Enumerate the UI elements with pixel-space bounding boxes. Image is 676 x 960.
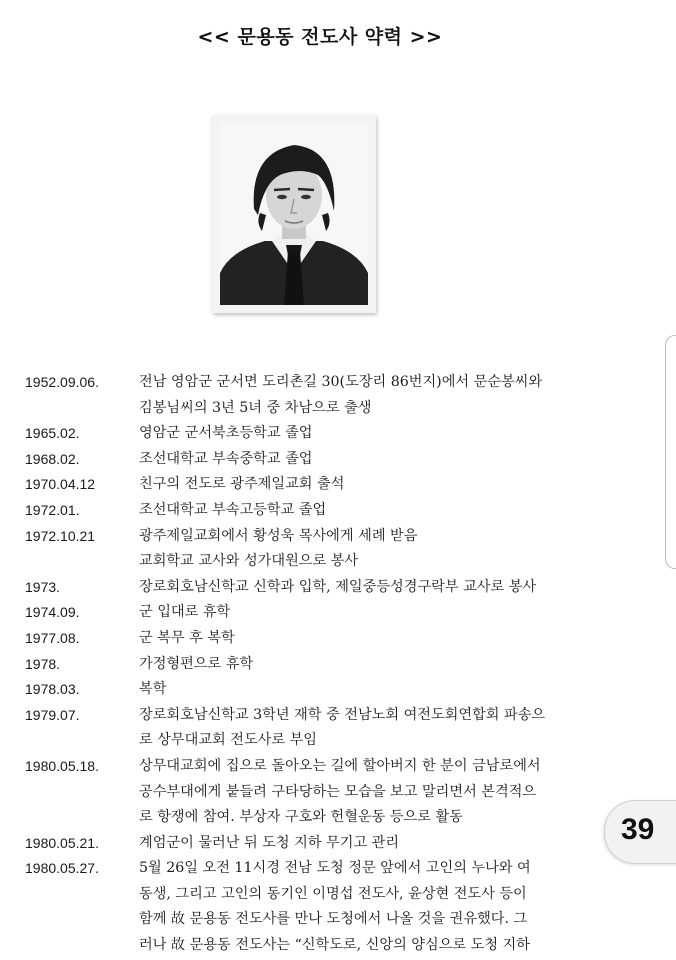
timeline-description	[139, 498, 625, 524]
timeline-text-line: 가정형편으로 휴학	[139, 655, 254, 672]
timeline-date: 1980.05.27.	[25, 860, 99, 877]
timeline-description	[139, 856, 625, 958]
timeline-entry	[25, 677, 625, 703]
timeline-entry	[25, 575, 625, 601]
timeline-text-line: 친구의 전도로 광주제일교회 출석	[139, 476, 345, 493]
timeline-entry	[25, 652, 625, 678]
timeline-text-line: 장로회호남신학교 3학년 재학 중 전남노회 여전도회연합회 파송으	[139, 706, 546, 723]
timeline-text-line: 장로회호남신학교 신학과 입학, 제일중등성경구락부 교사로 봉사	[139, 578, 537, 595]
timeline-description	[139, 370, 625, 421]
timeline-text-line: 러나 故 문용동 전도사는 “신학도로, 신앙의 양심으로 도청 지하	[139, 937, 530, 954]
timeline-description	[139, 831, 625, 857]
timeline-date: 1972.10.21	[25, 527, 96, 544]
timeline-text-line: 함께 故 문용동 전도사를 만나 도청에서 나올 것을 권유했다. 그	[139, 911, 528, 928]
timeline-description	[139, 677, 625, 703]
timeline-description	[139, 626, 625, 652]
timeline-date: 1980.05.21.	[25, 834, 99, 851]
timeline-description	[139, 524, 625, 575]
timeline-entry	[25, 703, 625, 754]
timeline-text-line: 김봉님씨의 3년 5녀 중 차남으로 출생	[139, 399, 372, 416]
timeline-text-line: 영암군 군서북초등학교 졸업	[139, 425, 313, 442]
timeline-text-line: 동생, 그리고 고인의 동기인 이명섭 전도사, 윤상현 전도사 등이	[139, 885, 527, 902]
timeline-entry	[25, 472, 625, 498]
timeline-text-line: 복학	[139, 681, 167, 698]
page-number-badge	[604, 800, 676, 864]
career-timeline	[25, 370, 625, 959]
timeline-entry	[25, 421, 625, 447]
timeline-date: 1970.04.12	[25, 476, 96, 493]
timeline-text-line: 군 복무 후 복학	[139, 629, 235, 646]
timeline-date: 1968.02.	[25, 450, 80, 467]
timeline-text-line: 계엄군이 물러난 뒤 도청 지하 무기고 관리	[139, 834, 400, 851]
timeline-date: 1965.02.	[25, 425, 80, 442]
timeline-description	[139, 447, 625, 473]
timeline-entry	[25, 626, 625, 652]
timeline-text-line: 공수부대에게 붙들려 구타당하는 모습을 보고 말리면서 본격적으	[139, 783, 537, 800]
timeline-entry	[25, 754, 625, 831]
timeline-description	[139, 754, 625, 831]
timeline-text-line: 조선대학교 부속중학교 졸업	[139, 450, 313, 467]
timeline-entry	[25, 856, 625, 958]
timeline-text-line: 교회학교 교사와 성가대원으로 봉사	[139, 553, 359, 570]
page-number: 39	[621, 813, 655, 846]
timeline-entry	[25, 600, 625, 626]
timeline-date: 1979.07.	[25, 706, 80, 723]
timeline-entry	[25, 524, 625, 575]
timeline-description	[139, 472, 625, 498]
timeline-description	[139, 575, 625, 601]
timeline-text-line: 로 항쟁에 참여. 부상자 구호와 헌혈운동 등으로 활동	[139, 809, 463, 826]
timeline-text-line: 상무대교회에 집으로 돌아오는 길에 할아버지 한 분이 금남로에서	[139, 757, 541, 774]
timeline-date: 1972.01.	[25, 501, 80, 518]
timeline-date: 1977.08.	[25, 629, 80, 646]
timeline-description	[139, 703, 625, 754]
timeline-text-line: 군 입대로 휴학	[139, 604, 231, 621]
timeline-description	[139, 600, 625, 626]
timeline-date: 1978.03.	[25, 681, 80, 698]
scroll-handle[interactable]	[665, 335, 676, 569]
page-title: << 문용동 전도사 약력 >>	[197, 26, 443, 48]
timeline-text-line: 조선대학교 부속고등학교 졸업	[139, 501, 327, 518]
timeline-description	[139, 652, 625, 678]
timeline-entry	[25, 370, 625, 421]
timeline-entry	[25, 831, 625, 857]
timeline-entry	[25, 447, 625, 473]
portrait-photo	[212, 115, 376, 313]
timeline-text-line: 5월 26일 오전 11시경 전남 도청 정문 앞에서 고인의 누나와 여	[139, 860, 531, 877]
timeline-date: 1980.05.18.	[25, 757, 99, 774]
timeline-text-line: 광주제일교회에서 황성욱 목사에게 세례 받음	[139, 527, 418, 544]
timeline-description	[139, 421, 625, 447]
timeline-date: 1978.	[25, 655, 61, 672]
timeline-text-line: 로 상무대교회 전도사로 부임	[139, 732, 317, 749]
timeline-entry	[25, 498, 625, 524]
timeline-date: 1974.09.	[25, 604, 80, 621]
timeline-text-line: 전남 영암군 군서면 도리촌길 30(도장리 86번지)에서 문순봉씨와	[139, 374, 543, 390]
timeline-date: 1952.09.06.	[25, 374, 99, 390]
timeline-date: 1973.	[25, 578, 61, 595]
portrait-photo-icon	[220, 123, 368, 305]
